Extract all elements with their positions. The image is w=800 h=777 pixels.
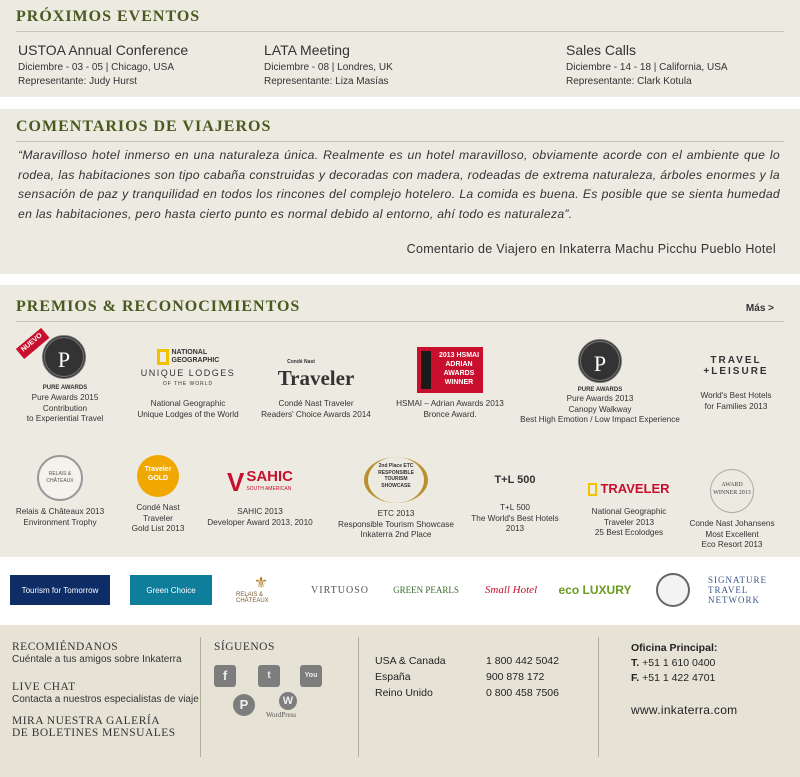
gallery-title-line: MIRA NUESTRA GALERÍA bbox=[12, 715, 161, 727]
award-logo bbox=[460, 475, 570, 497]
award-logo bbox=[37, 455, 83, 501]
partner-name: VIRTUOSO bbox=[311, 584, 369, 596]
award-line: Conde Nast Johansens bbox=[689, 519, 775, 528]
office-fax: F. +51 1 422 4701 bbox=[631, 672, 716, 684]
award-logo bbox=[128, 349, 248, 393]
pure-awards-medal-icon: P bbox=[578, 339, 622, 383]
award-line: Environment Trophy bbox=[23, 517, 97, 527]
phone-number[interactable]: 900 878 172 bbox=[486, 671, 545, 683]
award-line: SAHIC 2013 bbox=[237, 507, 283, 516]
natgeo-frame-icon bbox=[588, 483, 597, 496]
footer bbox=[0, 625, 800, 777]
event-date-place: Diciembre - 14 - 18 | California, USA bbox=[566, 62, 728, 73]
award-line: Responsible Tourism Showcase bbox=[338, 519, 454, 529]
award-johansens[interactable] bbox=[682, 469, 782, 551]
award-line: for Families 2013 bbox=[704, 401, 768, 411]
award-logo bbox=[10, 331, 120, 393]
sahic-v-icon: V bbox=[226, 467, 245, 497]
event-representative: Representante: Judy Hurst bbox=[18, 76, 137, 87]
award-cn-traveler-readers[interactable] bbox=[246, 357, 386, 420]
award-line: Readers' Choice Awards 2014 bbox=[261, 409, 371, 419]
award-line: Condé Nast Traveler bbox=[278, 399, 354, 408]
award-logo bbox=[578, 477, 680, 501]
partner-logo[interactable] bbox=[300, 575, 380, 605]
partner-name: Tourism for Tomorrow bbox=[21, 585, 99, 595]
partner-logo[interactable] bbox=[555, 575, 635, 605]
logo-text: 2nd Place ETC RESPONSIBLE TOURISM SHOWCASE bbox=[378, 463, 414, 489]
award-tl500[interactable] bbox=[460, 475, 570, 535]
award-line: Developer Award 2013, 2010 bbox=[207, 517, 313, 527]
recommend-subtitle: Cuéntale a tus amigos sobre Inkaterra bbox=[12, 654, 182, 665]
phone-number[interactable]: 0 800 458 7506 bbox=[486, 687, 559, 699]
award-line: Canopy Walkway bbox=[568, 404, 632, 414]
award-hsmai-adrian[interactable] bbox=[390, 347, 510, 420]
website-link[interactable]: www.inkaterra.com bbox=[631, 703, 738, 717]
award-line: HSMAI – Adrian Awards 2013 bbox=[396, 399, 504, 408]
partner-name: SIGNATURE TRAVEL NETWORK bbox=[708, 575, 768, 605]
award-line: Inkaterra 2nd Place bbox=[360, 530, 432, 539]
traveler-quote: “Maravilloso hotel inmerso en una naturaleza única. Realmente es un hotel maravilloso, obviamente acorde con el ambiente que lo rodea, las habitaciones son tipo cabaña construidas y decoradas con madera, rodeadas de extrema naturaleza, árboles enormes y la sensación de paz y tranquilidad en todos los rincones del complejo hotelero. La comida es buena. Es posible que se sienta humedad en las habitaciones, pero hasta cierto punto es normal debido al entorno, ahí todo es naturaleza”. bbox=[18, 148, 780, 221]
award-line: Traveler bbox=[143, 513, 173, 523]
logo-text: OF THE WORLD bbox=[162, 380, 214, 387]
divider bbox=[16, 321, 784, 322]
award-logo bbox=[205, 463, 315, 501]
award-logo bbox=[364, 457, 428, 503]
logo-text: Traveler bbox=[277, 365, 355, 390]
wordpress-icon[interactable]: W bbox=[279, 692, 297, 710]
partner-logo[interactable] bbox=[708, 575, 794, 605]
logo-text: RELAIS & CHÂTEAUX bbox=[46, 471, 74, 484]
office-phone: T. +51 1 610 0400 bbox=[631, 657, 716, 669]
award-sahic[interactable] bbox=[205, 463, 315, 528]
partners-strip bbox=[0, 565, 800, 617]
award-logo bbox=[515, 339, 685, 394]
logo-text: T+L 500 bbox=[494, 474, 536, 486]
award-line: Traveler 2013 bbox=[603, 517, 655, 527]
phone-numbers bbox=[486, 653, 559, 701]
award-natgeo-traveler[interactable] bbox=[578, 477, 680, 539]
award-line: ETC 2013 bbox=[377, 509, 415, 518]
award-pure-2013[interactable] bbox=[515, 339, 685, 426]
award-relais-chateaux[interactable] bbox=[10, 455, 110, 528]
quote-attribution: Comentario de Viajero en Inkaterra Machu Picchu Pueblo Hotel bbox=[406, 242, 776, 256]
award-line: National Geographic bbox=[150, 399, 226, 408]
partner-name: GREEN PEARLS bbox=[393, 585, 459, 595]
phone-countries bbox=[375, 653, 446, 701]
phone-number[interactable]: 1 800 442 5042 bbox=[486, 655, 559, 667]
logo-text: 2013 HSMAI ADRIAN AWARDS WINNER bbox=[438, 352, 480, 386]
wordpress-label: WordPress bbox=[266, 711, 297, 719]
logo-text: SOUTH AMERICAN bbox=[246, 486, 292, 493]
twitter-icon[interactable]: t bbox=[258, 665, 280, 687]
logo-text: AWARD WINNER 2013 bbox=[713, 482, 751, 496]
events-section bbox=[0, 0, 800, 97]
award-travel-leisure[interactable] bbox=[686, 355, 786, 412]
events-title: PRÓXIMOS EVENTOS bbox=[16, 8, 201, 25]
logo-text: TRAVELER bbox=[600, 480, 670, 496]
natgeo-frame-icon bbox=[157, 349, 169, 365]
logo-text: NATIONAL GEOGRAPHIC bbox=[171, 349, 220, 364]
event-date-place: Diciembre - 03 - 05 | Chicago, USA bbox=[18, 62, 174, 73]
award-logo bbox=[686, 355, 786, 385]
award-line: to Experiential Travel bbox=[26, 414, 104, 423]
follow-title: SÍGUENOS bbox=[214, 641, 275, 653]
office-title: Oficina Principal: bbox=[631, 642, 718, 654]
facebook-icon[interactable]: f bbox=[214, 665, 236, 687]
head-office bbox=[631, 641, 717, 686]
logo-text: PURE AWARDS bbox=[577, 387, 623, 393]
award-line: Best High Emotion / Low Impact Experience bbox=[520, 415, 680, 424]
logo-text: Traveler GOLD bbox=[144, 466, 172, 482]
live-chat-block[interactable] bbox=[12, 681, 199, 706]
award-line: Eco Resort 2013 bbox=[701, 540, 763, 549]
award-logo bbox=[417, 347, 483, 393]
column-divider bbox=[598, 637, 599, 757]
recommend-block[interactable] bbox=[12, 641, 182, 666]
award-line: Unique Lodges of the World bbox=[137, 409, 239, 419]
column-divider bbox=[358, 637, 359, 757]
award-line: 25 Best Ecolodges bbox=[594, 528, 664, 537]
logo-text: SAHIC bbox=[246, 468, 293, 486]
partner-logo[interactable] bbox=[236, 575, 286, 605]
award-line: Bronce Award. bbox=[423, 409, 477, 419]
partner-logo[interactable] bbox=[478, 575, 544, 605]
fleur-de-lis-icon: ⚜ bbox=[253, 575, 269, 592]
partner-name: eco LUXURY bbox=[558, 583, 632, 597]
traveler-comments-section bbox=[0, 109, 800, 274]
logo-text: Condé Nast bbox=[287, 359, 315, 365]
live-chat-title[interactable]: LIVE CHAT bbox=[12, 681, 76, 693]
award-line: Gold List 2013 bbox=[131, 524, 185, 533]
adrian-a-icon bbox=[421, 351, 431, 389]
logo-text: PURE AWARDS bbox=[42, 385, 88, 391]
event-name[interactable]: USTOA Annual Conference bbox=[18, 42, 189, 58]
country-label: Reino Unido bbox=[375, 687, 433, 699]
event-item[interactable] bbox=[566, 42, 728, 89]
award-line: World's Best Hotels bbox=[700, 391, 772, 400]
event-item[interactable] bbox=[18, 42, 188, 89]
partner-name: Green Choice bbox=[146, 585, 196, 595]
partner-logo[interactable] bbox=[10, 575, 110, 605]
award-line: Most Excellent bbox=[705, 529, 759, 539]
column-divider bbox=[200, 637, 201, 757]
event-item[interactable] bbox=[264, 42, 393, 89]
event-representative: Representante: Clark Kotula bbox=[566, 76, 692, 87]
award-cn-gold-list[interactable] bbox=[108, 455, 208, 535]
logo-text: TRAVEL +LEISURE bbox=[703, 355, 769, 377]
divider bbox=[16, 31, 784, 32]
partner-seal-icon[interactable] bbox=[656, 573, 690, 607]
partner-name: Small Hotel bbox=[484, 584, 538, 596]
award-pure-2015[interactable] bbox=[10, 331, 120, 425]
more-awards-link[interactable]: Más > bbox=[745, 303, 774, 314]
award-line: Pure Awards 2015 bbox=[31, 393, 99, 402]
divider bbox=[16, 141, 784, 142]
country-label: España bbox=[375, 671, 411, 683]
award-line: Contribution bbox=[42, 403, 88, 413]
event-representative: Representante: Liza Masías bbox=[264, 76, 389, 87]
award-line: The World's Best Hotels bbox=[471, 513, 559, 523]
gallery-title-line: DE BOLETINES MENSUALES bbox=[12, 727, 176, 739]
awards-section bbox=[0, 285, 800, 557]
partner-logo[interactable] bbox=[388, 575, 464, 605]
award-logo bbox=[137, 455, 179, 497]
pinterest-icon[interactable]: P bbox=[233, 694, 255, 716]
logo-text: UNIQUE LODGES bbox=[140, 368, 236, 378]
recommend-title[interactable]: RECOMIÉNDANOS bbox=[12, 641, 119, 653]
live-chat-subtitle: Contacta a nuestros especialistas de viaje bbox=[12, 694, 199, 705]
partner-name: RELAIS & CHÂTEAUX bbox=[236, 592, 269, 604]
award-logo bbox=[710, 469, 754, 513]
event-date-place: Diciembre - 08 | Londres, UK bbox=[264, 62, 393, 73]
award-line: Condé Nast bbox=[136, 503, 180, 512]
award-line: 2013 bbox=[505, 524, 525, 533]
country-label: USA & Canada bbox=[375, 655, 446, 667]
partner-logo[interactable] bbox=[130, 575, 212, 605]
newsletter-gallery-link[interactable] bbox=[12, 715, 176, 739]
award-etc[interactable] bbox=[336, 457, 456, 541]
comments-title: COMENTARIOS DE VIAJEROS bbox=[16, 118, 272, 135]
award-line: Pure Awards 2013 bbox=[566, 394, 634, 403]
award-line: Relais & Châteaux 2013 bbox=[15, 507, 105, 516]
award-line: T+L 500 bbox=[500, 503, 530, 512]
youtube-icon[interactable]: You bbox=[300, 665, 322, 687]
new-badge: NUEVO bbox=[16, 328, 49, 359]
event-name[interactable]: LATA Meeting bbox=[264, 42, 350, 58]
event-name[interactable]: Sales Calls bbox=[566, 42, 637, 58]
award-logo bbox=[246, 357, 386, 393]
award-line: National Geographic bbox=[591, 507, 667, 516]
awards-title: PREMIOS & RECONOCIMIENTOS bbox=[16, 298, 301, 315]
pure-awards-medal-icon: P bbox=[42, 335, 86, 379]
